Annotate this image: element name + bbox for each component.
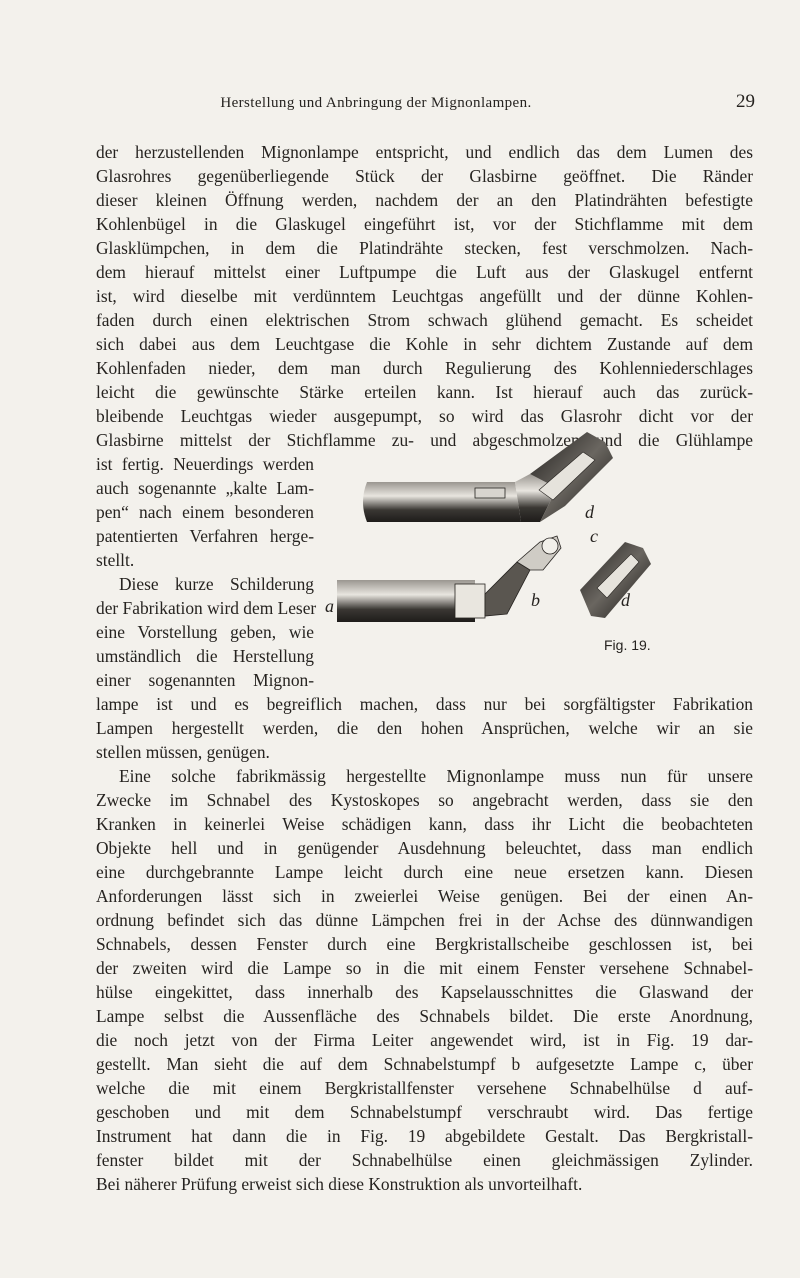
text-line: der Fabrikation wird dem Leser	[96, 598, 317, 618]
text-line: Instrument hat dann die in Fig. 19 abgebildete Gestalt. Das Bergkristall-	[96, 1126, 753, 1146]
running-title: Herstellung und Anbringung der Mignonlampen.	[220, 95, 532, 111]
text-line: Kranken in keinerlei Weise schädigen kann, dass ihr Licht die beobachteten	[96, 814, 753, 834]
text-line: Diese kurze Schilderung	[119, 574, 314, 594]
text-line: patentierten Verfahren herge-	[96, 526, 314, 546]
text-line: Lampen hergestellt werden, die den hohen Ansprüchen, welche wir an sie	[96, 718, 753, 738]
label-d-bottom: d	[621, 590, 630, 610]
text-line: umständlich die Herstellung	[96, 646, 314, 666]
assembled-instrument	[363, 432, 613, 522]
text-line: eine Vorstellung geben, wie	[96, 622, 314, 642]
text-line: faden durch einen elektrischen Strom schwach glühend gemacht. Es scheidet	[96, 310, 753, 330]
label-b: b	[531, 590, 540, 610]
text-line: leicht die gewünschte Stärke erteilen kann. Ist hierauf auch das zurück-	[96, 382, 753, 402]
text-line: Schnabels, dessen Fenster durch eine Bergkristallscheibe geschlossen ist, bei	[96, 934, 753, 954]
text-line: dieser kleinen Öffnung werden, nachdem der an den Platindrähten befestigte	[96, 190, 753, 210]
text-line	[119, 1196, 753, 1220]
text-line: pen“ nach einem besonderen	[96, 502, 314, 522]
text-line: Bei näherer Prüfung erweist sich diese Konstruktion als unvorteilhaft.	[96, 1174, 583, 1194]
text-line: Glasbirne mittelst der Stichflamme zu- und abgeschmolzen und die Glühlampe	[96, 430, 753, 450]
label-c: c	[590, 526, 598, 546]
text-line: der herzustellenden Mignonlampe entspricht, und endlich das dem Lumen des	[96, 142, 753, 162]
text-line: fenster bildet mit der Schnabelhülse einen gleichmässigen Zylinder.	[96, 1150, 753, 1170]
text-line: Kohlenbügel in die Glaskugel eingeführt ist, vor der Stichflamme mit dem	[96, 214, 753, 234]
text-line: gestellt. Man sieht die auf dem Schnabelstumpf b aufgesetzte Lampe c, über	[96, 1054, 753, 1074]
text-line: welche die mit einem Bergkristallfenster versehene Schnabelhülse d auf-	[96, 1078, 753, 1098]
text-line: ordnung befindet sich das dünne Lämpchen frei in der Achse des dünnwandigen	[96, 910, 753, 930]
label-d-top: d	[585, 502, 594, 522]
text-line: ist fertig. Neuerdings werden	[96, 454, 314, 474]
text-line: ist, wird dieselbe mit verdünntem Leuchtgas angefüllt und der dünne Kohlen-	[96, 286, 753, 306]
text-line: lampe ist und es begreiflich machen, dass nur bei sorgfältigster Fabrikation	[96, 694, 753, 714]
text-line: einer sogenannten Mignon-	[96, 670, 314, 690]
text-line: die noch jetzt von der Firma Leiter angewendet wird, ist in Fig. 19 dar-	[96, 1030, 753, 1050]
figure-19	[325, 430, 660, 655]
text-line: Eine solche fabrikmässig hergestellte Mignonlampe muss nun für unsere	[119, 766, 753, 786]
text-line: Glasrohres gegenüberliegende Stück der Glasbirne geöffnet. Die Ränder	[96, 166, 753, 186]
cystoscope-illustration	[325, 430, 660, 655]
text-line: der zweiten wird die Lampe so in die mit einem Fenster versehene Schnabel-	[96, 958, 753, 978]
text-line: hülse eingekittet, dass innerhalb des Kapselausschnittes die Glaswand der	[96, 982, 753, 1002]
label-a: a	[325, 596, 334, 616]
text-line: dem hierauf mittelst einer Luftpumpe die Luft aus der Glaskugel entfernt	[96, 262, 753, 282]
text-line: auch sogenannte „kalte Lam-	[96, 478, 314, 498]
figure-caption: Fig. 19.	[604, 637, 651, 653]
text-line: stellen müssen, genügen.	[96, 742, 270, 762]
text-line: Anforderungen lässt sich in zweierlei Weise genügen. Bei der einen An-	[96, 886, 753, 906]
text-line: Zwecke im Schnabel des Kystoskopes so angebracht werden, dass sie den	[96, 790, 753, 810]
text-line: geschoben und mit dem Schnabelstumpf verschraubt wird. Das fertige	[96, 1102, 753, 1122]
text-line: Glasklümpchen, in dem die Platindrähte stecken, fest verschmolzen. Nach-	[96, 238, 753, 258]
text-line: stellt.	[96, 550, 135, 570]
disassembled-parts	[337, 536, 651, 622]
text-line: sich dabei aus dem Leuchtgase die Kohle in sehr dichtem Zustande auf dem	[96, 334, 753, 354]
text-line: Kohlenfaden nieder, dem man durch Regulierung des Kohlenniederschlages	[96, 358, 753, 378]
text-line: bleibende Leuchtgas wieder ausgepumpt, so wird das Glasrohr dicht vor der	[96, 406, 753, 426]
text-line: Lampe selbst die Aussenfläche des Schnabels bildet. Die erste Anordnung,	[96, 1006, 753, 1026]
page-number: 29	[736, 91, 755, 112]
text-line: eine durchgebrannte Lampe leicht durch eine neue ersetzen kann. Diesen	[96, 862, 753, 882]
text-line: Objekte hell und in genügender Ausdehnung beleuchtet, dass man endlich	[96, 838, 753, 858]
